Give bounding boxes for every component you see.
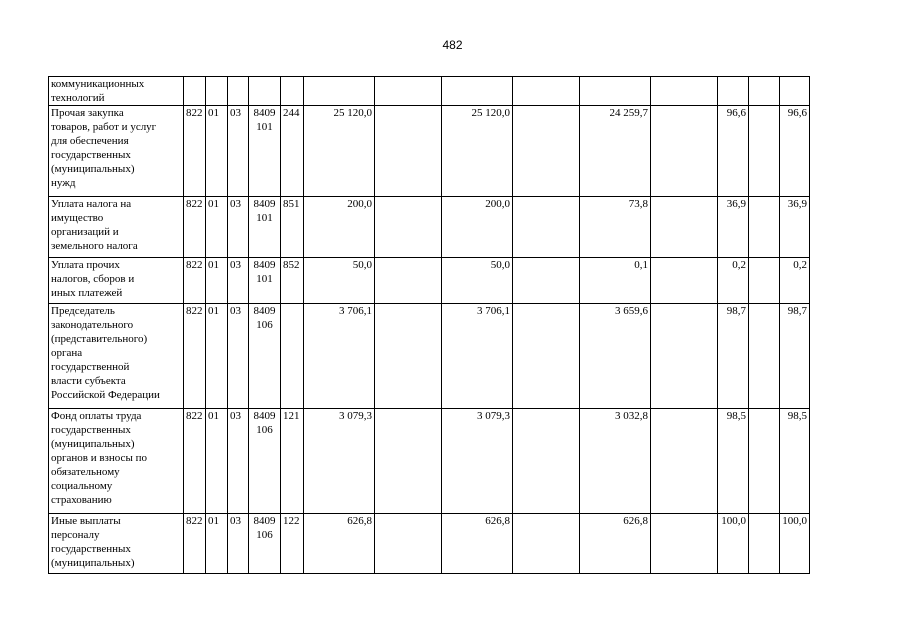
gr-code: 822 xyxy=(184,514,206,574)
percent-approved: 96,6 xyxy=(780,106,810,197)
percent-plan: 98,5 xyxy=(718,409,749,514)
empty-cell xyxy=(375,304,442,409)
empty-cell xyxy=(375,197,442,258)
plan-value: 626,8 xyxy=(304,514,375,574)
percent-plan: 100,0 xyxy=(718,514,749,574)
empty-cell xyxy=(513,304,580,409)
rz-code xyxy=(206,77,228,106)
empty-cell xyxy=(513,106,580,197)
actual-value: 73,8 xyxy=(580,197,651,258)
csr-code: 8409 106 xyxy=(249,409,281,514)
empty-cell xyxy=(749,258,780,304)
table-row xyxy=(49,77,810,106)
percent-plan: 36,9 xyxy=(718,197,749,258)
vr-code xyxy=(281,77,304,106)
percent-plan: 96,6 xyxy=(718,106,749,197)
plan-value xyxy=(304,77,375,106)
percent-approved: 36,9 xyxy=(780,197,810,258)
approved-value xyxy=(442,77,513,106)
csr-code: 8409 106 xyxy=(249,514,281,574)
row-name: Иные выплаты персоналу государственных (муниципальных) xyxy=(49,514,184,574)
actual-value: 626,8 xyxy=(580,514,651,574)
rz-code: 01 xyxy=(206,106,228,197)
gr-code xyxy=(184,77,206,106)
plan-value: 3 079,3 xyxy=(304,409,375,514)
approved-value: 3 706,1 xyxy=(442,304,513,409)
actual-value: 3 032,8 xyxy=(580,409,651,514)
empty-cell xyxy=(375,409,442,514)
pr-code: 03 xyxy=(228,197,249,258)
approved-value: 50,0 xyxy=(442,258,513,304)
table-row xyxy=(49,106,810,197)
empty-cell xyxy=(513,258,580,304)
empty-cell xyxy=(749,514,780,574)
plan-value: 50,0 xyxy=(304,258,375,304)
csr-code: 8409 106 xyxy=(249,304,281,409)
empty-cell xyxy=(375,106,442,197)
approved-value: 626,8 xyxy=(442,514,513,574)
row-name: Прочая закупка товаров, работ и услуг для обеспечения государственных (муниципальных) нужд xyxy=(49,106,184,197)
percent-plan: 0,2 xyxy=(718,258,749,304)
empty-cell xyxy=(651,304,718,409)
gr-code: 822 xyxy=(184,258,206,304)
table-row xyxy=(49,304,810,409)
empty-cell xyxy=(749,77,780,106)
row-name: Председатель законодательного (представительного) органа государственной власти субъекта Российской Федерации xyxy=(49,304,184,409)
pr-code: 03 xyxy=(228,258,249,304)
empty-cell xyxy=(513,77,580,106)
plan-value: 200,0 xyxy=(304,197,375,258)
vr-code: 244 xyxy=(281,106,304,197)
empty-cell xyxy=(513,197,580,258)
pr-code: 03 xyxy=(228,514,249,574)
empty-cell xyxy=(749,409,780,514)
pr-code: 03 xyxy=(228,106,249,197)
gr-code: 822 xyxy=(184,197,206,258)
csr-code xyxy=(249,77,281,106)
table-row xyxy=(49,409,810,514)
percent-plan xyxy=(718,77,749,106)
gr-code: 822 xyxy=(184,304,206,409)
pr-code xyxy=(228,77,249,106)
empty-cell xyxy=(651,197,718,258)
vr-code: 852 xyxy=(281,258,304,304)
budget-table xyxy=(48,76,810,574)
rz-code: 01 xyxy=(206,304,228,409)
empty-cell xyxy=(651,77,718,106)
empty-cell xyxy=(651,258,718,304)
rz-code: 01 xyxy=(206,258,228,304)
empty-cell xyxy=(749,197,780,258)
table-row xyxy=(49,197,810,258)
empty-cell xyxy=(513,409,580,514)
empty-cell xyxy=(375,258,442,304)
approved-value: 25 120,0 xyxy=(442,106,513,197)
empty-cell xyxy=(749,304,780,409)
approved-value: 3 079,3 xyxy=(442,409,513,514)
row-name: Уплата прочих налогов, сборов и иных платежей xyxy=(49,258,184,304)
rz-code: 01 xyxy=(206,197,228,258)
empty-cell xyxy=(651,409,718,514)
plan-value: 3 706,1 xyxy=(304,304,375,409)
percent-approved: 100,0 xyxy=(780,514,810,574)
csr-code: 8409 101 xyxy=(249,106,281,197)
empty-cell xyxy=(651,514,718,574)
csr-code: 8409 101 xyxy=(249,197,281,258)
row-name: коммуникационных технологий xyxy=(49,77,184,106)
table-row xyxy=(49,514,810,574)
empty-cell xyxy=(513,514,580,574)
empty-cell xyxy=(375,514,442,574)
actual-value: 3 659,6 xyxy=(580,304,651,409)
vr-code xyxy=(281,304,304,409)
vr-code: 121 xyxy=(281,409,304,514)
actual-value xyxy=(580,77,651,106)
pr-code: 03 xyxy=(228,409,249,514)
empty-cell xyxy=(375,77,442,106)
gr-code: 822 xyxy=(184,106,206,197)
rz-code: 01 xyxy=(206,514,228,574)
actual-value: 0,1 xyxy=(580,258,651,304)
percent-approved: 98,5 xyxy=(780,409,810,514)
row-name: Уплата налога на имущество организаций и земельного налога xyxy=(49,197,184,258)
vr-code: 851 xyxy=(281,197,304,258)
csr-code: 8409 101 xyxy=(249,258,281,304)
empty-cell xyxy=(749,106,780,197)
actual-value: 24 259,7 xyxy=(580,106,651,197)
percent-approved: 0,2 xyxy=(780,258,810,304)
rz-code: 01 xyxy=(206,409,228,514)
page-number: 482 xyxy=(442,38,463,52)
plan-value: 25 120,0 xyxy=(304,106,375,197)
row-name: Фонд оплаты труда государственных (муниципальных) органов и взносы по обязательному социальному страхованию xyxy=(49,409,184,514)
vr-code: 122 xyxy=(281,514,304,574)
percent-plan: 98,7 xyxy=(718,304,749,409)
gr-code: 822 xyxy=(184,409,206,514)
pr-code: 03 xyxy=(228,304,249,409)
table-row xyxy=(49,258,810,304)
percent-approved xyxy=(780,77,810,106)
percent-approved: 98,7 xyxy=(780,304,810,409)
empty-cell xyxy=(651,106,718,197)
approved-value: 200,0 xyxy=(442,197,513,258)
